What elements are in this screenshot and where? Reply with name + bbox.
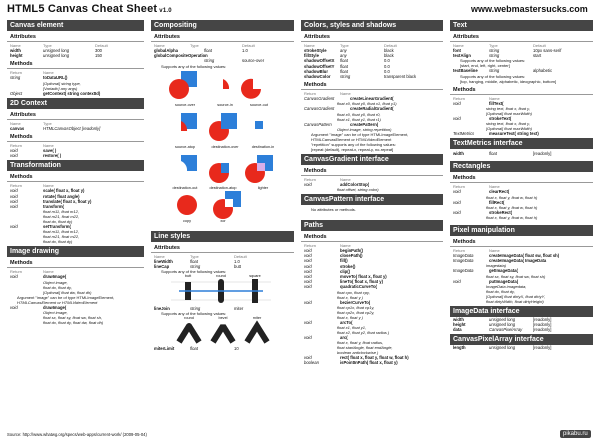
section-header: Paths	[301, 220, 443, 231]
join-label: bevel	[218, 316, 228, 321]
method-arg: float offset, string color)	[337, 187, 379, 193]
note: "repetition" supports any of the following values:	[311, 141, 396, 147]
method-row: void stroke()	[304, 263, 356, 269]
linecap-svg	[151, 274, 294, 306]
attr-row: width unsigned long [readonly]	[453, 316, 552, 322]
op-label: destination-in	[251, 144, 275, 149]
attr-row: height unsigned long 150	[10, 53, 102, 59]
method-arg: float dx, float dy)	[43, 239, 73, 245]
method-row: ImageData createImageData( ImageData	[453, 258, 547, 264]
method-arg: float x, float y )	[337, 294, 364, 300]
section-header: ImageData interface	[450, 306, 593, 317]
column-heads: Name Type Default	[304, 43, 397, 48]
attr-row: lineJoin string miter	[154, 306, 244, 312]
page-title: HTML5 Canvas Cheat Sheet v1.0	[7, 3, 172, 15]
column-1	[7, 18, 144, 325]
note: [start, end, left, right, center]	[460, 63, 510, 69]
method-arg: [Optional] float dw, float dh)	[43, 289, 92, 295]
attr-row: width unsigned long 300	[10, 48, 102, 53]
op-destination-atop	[209, 163, 229, 183]
section-header: Colors, styles and shadows	[301, 20, 443, 31]
op-label: lighter	[257, 185, 269, 190]
linejoin-diagram	[151, 316, 294, 346]
method-arg: imagedata)	[486, 263, 507, 269]
method-arg: [Optional] float dirtyX, float dirtyY,	[486, 293, 545, 299]
column-heads: Return Name	[453, 95, 500, 101]
method-row: void fillRect(	[453, 199, 505, 205]
compositing-diagrams	[151, 69, 294, 229]
column-heads: Return Name	[453, 248, 500, 254]
join-label: round	[184, 316, 194, 321]
method-row: void bezierCurveTo(	[304, 299, 371, 305]
method-arg: float sx, float sy, float sw, float sh)	[486, 273, 546, 279]
column-2	[151, 18, 294, 351]
column-heads: Name Type Default	[10, 43, 108, 48]
method-arg: float dx, float dy, float dw, float dh)	[43, 319, 104, 325]
method-row: void save( )	[10, 148, 57, 154]
column-heads: Return Name	[10, 143, 54, 149]
column-4	[450, 18, 593, 351]
cap-label: butt	[184, 274, 192, 279]
section-header: CanvasPattern interface	[301, 194, 443, 205]
attr-row: shadowOffsetX float 0.0	[304, 58, 390, 64]
column-heads: Return Name	[10, 70, 54, 76]
section-header: Image drawing	[7, 246, 144, 257]
note: [top, hanging, middle, alphabetic, ideographic, bottom]	[460, 78, 557, 84]
method-arg: float x, float y, float radius,	[337, 340, 384, 346]
method-arg: ImageData imagedata,	[486, 283, 527, 289]
op-destination-over	[209, 113, 237, 141]
method-arg: float x1, float y1,	[337, 325, 367, 331]
op-label: source-atop	[174, 144, 196, 149]
method-arg: float dirtyWidth, float dirtyHeight)	[486, 298, 544, 304]
subheader: Attributes	[450, 33, 593, 42]
column-heads: Name Type	[10, 120, 52, 126]
op-destination-in	[255, 121, 263, 129]
subheader: Attributes	[151, 244, 294, 253]
section-header: TextMetrics interface	[450, 138, 593, 149]
method-row: void clearRect(	[453, 189, 510, 195]
note: Argument "image" can be of type HTMLImageElement,	[311, 131, 409, 137]
method-arg: float x0, float y0, float x1, float y1)	[337, 101, 397, 107]
attr-row: lineCap string butt	[154, 263, 241, 269]
compositing-svg	[151, 69, 294, 229]
method-row: boolean isPointInPath( float x, float y)	[304, 360, 398, 366]
section-header: CanvasGradient interface	[301, 154, 443, 165]
column-heads: Return Name	[10, 269, 54, 275]
op-source-out	[241, 78, 261, 98]
method-arg: Object image,	[43, 279, 68, 285]
attr-row: length unsigned long [readonly]	[453, 345, 552, 351]
column-heads: Return Name	[304, 91, 351, 97]
attr-row: width float [readonly]	[453, 151, 552, 157]
method-row: ImageData getImageData(	[453, 268, 518, 274]
op-lighter	[245, 155, 273, 183]
note: Argument "image" can be of type HTMLImageElement,	[17, 294, 115, 300]
note: Supports any of the following values:	[161, 311, 227, 317]
method-row: TextMetrics measureText( string text)	[453, 131, 539, 137]
method-row: void arcTo(	[304, 319, 353, 325]
attr-row: textBaseline string alphabetic	[453, 68, 553, 74]
subheader: Methods	[7, 60, 144, 69]
join-label: miter	[252, 316, 262, 321]
attr-row: canvas HTMLCanvasObject [readonly]	[10, 125, 101, 131]
method-row: void transform(	[10, 204, 64, 210]
subheader: Methods	[450, 86, 593, 95]
method-row: CanvasGradient createLinearGradient(	[304, 96, 394, 102]
method-arg: string text, float x, float y,	[486, 105, 530, 111]
method-arg: float x, float y, float w, float h)	[486, 215, 538, 221]
note: No attributes or methods.	[311, 207, 356, 213]
method-arg: float cp2x, float cp2y,	[337, 309, 375, 315]
method-arg: float x1, float y1, float r1)	[337, 116, 381, 122]
column-heads: Name Type Default	[453, 43, 546, 48]
attr-row: globalAlpha float 1.0	[154, 48, 248, 53]
op-source-atop	[181, 113, 197, 131]
method-row: void moveTo( float x, float y)	[304, 274, 387, 280]
column-heads: Return Name	[10, 183, 54, 189]
method-arg: [Optional] float maxWidth)	[486, 126, 532, 132]
section-header: Pixel manipulation	[450, 225, 593, 236]
op-label: source-out	[250, 102, 268, 107]
method-row: void arc(	[304, 335, 348, 341]
method-row: void translate( float x, float y)	[10, 198, 92, 204]
note: Supports any of the following values:	[460, 58, 526, 64]
op-source-over	[169, 71, 197, 99]
column-heads: Return Name	[304, 176, 351, 182]
attr-row: shadowOffsetY float 0.0	[304, 63, 390, 69]
method-arg: float dx, float dy,	[43, 284, 72, 290]
method-arg: Object image, string repetition)	[337, 126, 392, 132]
attr-row: globalCompositeOperation	[154, 53, 208, 59]
method-row: void scale( float x, float y)	[10, 188, 85, 194]
attr-row: lineWidth float 1.0	[154, 258, 240, 264]
method-row: void closePath()	[304, 253, 363, 259]
cap-label: round	[216, 274, 226, 279]
op-destination-out	[181, 155, 197, 171]
cap-label: square	[249, 274, 261, 279]
attr-row: fillStyle any black	[304, 53, 394, 59]
section-header: Compositing	[151, 20, 294, 31]
method-row: void quadraticCurveTo(	[304, 284, 377, 290]
op-label: source-over	[174, 102, 196, 107]
subheader: Methods	[7, 173, 144, 182]
method-row: void strokeText(	[453, 115, 512, 121]
method-row: string toDataURL()	[10, 75, 68, 81]
note: Supports any of the following values:	[460, 73, 526, 79]
method-arg: [Optional] string type,	[43, 80, 81, 86]
method-arg: float x, float y )	[337, 314, 364, 320]
method-arg: float m11, float m12,	[43, 229, 79, 235]
op-label: destination-over	[211, 144, 239, 149]
method-row: CanvasPattern createPattern(	[304, 121, 379, 127]
method-arg: [Variadic] any args)	[43, 85, 78, 91]
method-arg: Object image,	[43, 309, 68, 315]
method-row: void fillText(	[453, 100, 504, 106]
op-label: destination-atop	[209, 185, 237, 190]
method-arg: float dx, float dy,	[486, 288, 515, 294]
column-3	[301, 18, 443, 366]
method-arg: float dx, float dy)	[43, 219, 73, 225]
subheader: Attributes	[301, 33, 443, 42]
watermark: pikabu.ru	[560, 430, 591, 438]
subheader: Attributes	[7, 33, 144, 42]
section-header: Canvas element	[7, 20, 144, 31]
method-arg: float x2, float y2, float radius )	[337, 330, 390, 336]
method-row: void lineTo( float x, float y)	[304, 279, 383, 285]
op-label: destination-out	[172, 185, 198, 190]
method-arg: [Optional] float maxWidth)	[486, 110, 532, 116]
column-heads: Return Name	[453, 184, 500, 190]
method-arg: float cpx, float cpy,	[337, 289, 370, 295]
method-row: void strokeRect(	[453, 209, 513, 215]
method-row: void drawImage(	[10, 274, 67, 280]
method-arg: float sx, float sy, float sw, float sh,	[43, 314, 103, 320]
method-arg: float m21, float m22,	[43, 214, 80, 220]
attr-row: textAlign string start	[453, 53, 542, 59]
op-label: xor	[220, 218, 226, 223]
section-header: Rectangles	[450, 161, 593, 172]
method-arg: string text, float x, float y,	[486, 121, 530, 127]
op-label: copy	[182, 218, 192, 223]
note: Supports any of the following values:	[161, 63, 227, 69]
source-footer[interactable]: Source: http://www.whatwg.org/specs/web-apps/current-work/ (2009-05-04)	[7, 432, 147, 437]
attr-row: miterLimit float 10	[154, 346, 239, 352]
op-label: source-in	[217, 102, 233, 107]
method-row: CanvasGradient createRadialGradient(	[304, 106, 394, 112]
linecap-diagram	[151, 274, 294, 306]
note: HTMLCanvasElement or HTMLVideoElement	[311, 136, 392, 142]
op-source-in	[223, 79, 229, 89]
attr-row: height unsigned long [readonly]	[453, 322, 552, 328]
subheader: Methods	[301, 233, 443, 242]
section-header: 2D Context	[7, 98, 144, 109]
subheader: Methods	[450, 238, 593, 247]
method-arg: float m11, float m12,	[43, 209, 79, 215]
method-arg: float x, float y, float w, float h)	[486, 194, 538, 200]
section-header: CanvasPixelArray interface	[450, 334, 593, 345]
subheader: Methods	[301, 81, 443, 90]
note: [repeat (default), repeat-x, repeat-y, no-repeat]	[311, 146, 394, 152]
method-row: void fill()	[304, 258, 348, 264]
method-row: void rect( float x, float y, float w, float h)	[304, 355, 409, 361]
method-arg: boolean anticlockwise )	[337, 350, 379, 356]
op-copy	[177, 195, 197, 215]
method-row: Object getContext( string contextId)	[10, 90, 101, 96]
method-row: ImageData createImageData( float sw, float sh)	[453, 253, 560, 259]
column-heads: Name Type Default	[154, 253, 247, 259]
method-row: void clip()	[304, 268, 351, 274]
subheader: Attributes	[151, 33, 294, 42]
subheader: Methods	[450, 174, 593, 183]
linejoin-svg	[151, 316, 294, 346]
method-row: void setTransform(	[10, 224, 71, 230]
attr-row: shadowBlur float 0.0	[304, 68, 390, 74]
method-arg: float x, float y, float w, float h)	[486, 204, 538, 210]
attr-row: strokeStyle any black	[304, 48, 394, 53]
section-header: Line styles	[151, 231, 294, 242]
site-url[interactable]: www.webmastersucks.com	[471, 4, 588, 14]
section-header: Transformation	[7, 160, 144, 171]
subheader: Methods	[7, 259, 144, 268]
subheader: Methods	[7, 133, 144, 142]
method-row: void beginPath()	[304, 248, 364, 254]
method-row: void addColorStop(	[304, 181, 370, 187]
method-arg: float m21, float m22,	[43, 234, 80, 240]
method-arg: float cp1x, float cp1y,	[337, 304, 375, 310]
method-row: void drawImage(	[10, 304, 67, 310]
method-row: void rotate( float angle)	[10, 193, 80, 199]
method-arg: float x0, float y0, float r0,	[337, 111, 381, 117]
subheader: Methods	[301, 167, 443, 176]
attr-row: shadowColor string transparent black	[304, 74, 417, 80]
note: Supports any of the following values:	[161, 269, 227, 275]
attr-row: string source-over	[204, 58, 265, 64]
method-row: void putImageData(	[453, 278, 519, 284]
note: HTMLCanvasElement or HTMLVideoElement	[17, 299, 98, 305]
column-heads: Name Type Default	[154, 43, 255, 48]
method-row: void restore( )	[10, 153, 62, 159]
op-xor	[213, 191, 241, 219]
column-heads: Return Name	[304, 243, 351, 249]
attr-row: font string 10px sans-serif	[453, 48, 562, 53]
method-arg: float startAngle, float endAngle,	[337, 345, 393, 351]
attr-row: data CanvasPixelArray [readonly]	[453, 327, 552, 333]
subheader: Attributes	[7, 111, 144, 120]
section-header: Text	[450, 20, 593, 31]
